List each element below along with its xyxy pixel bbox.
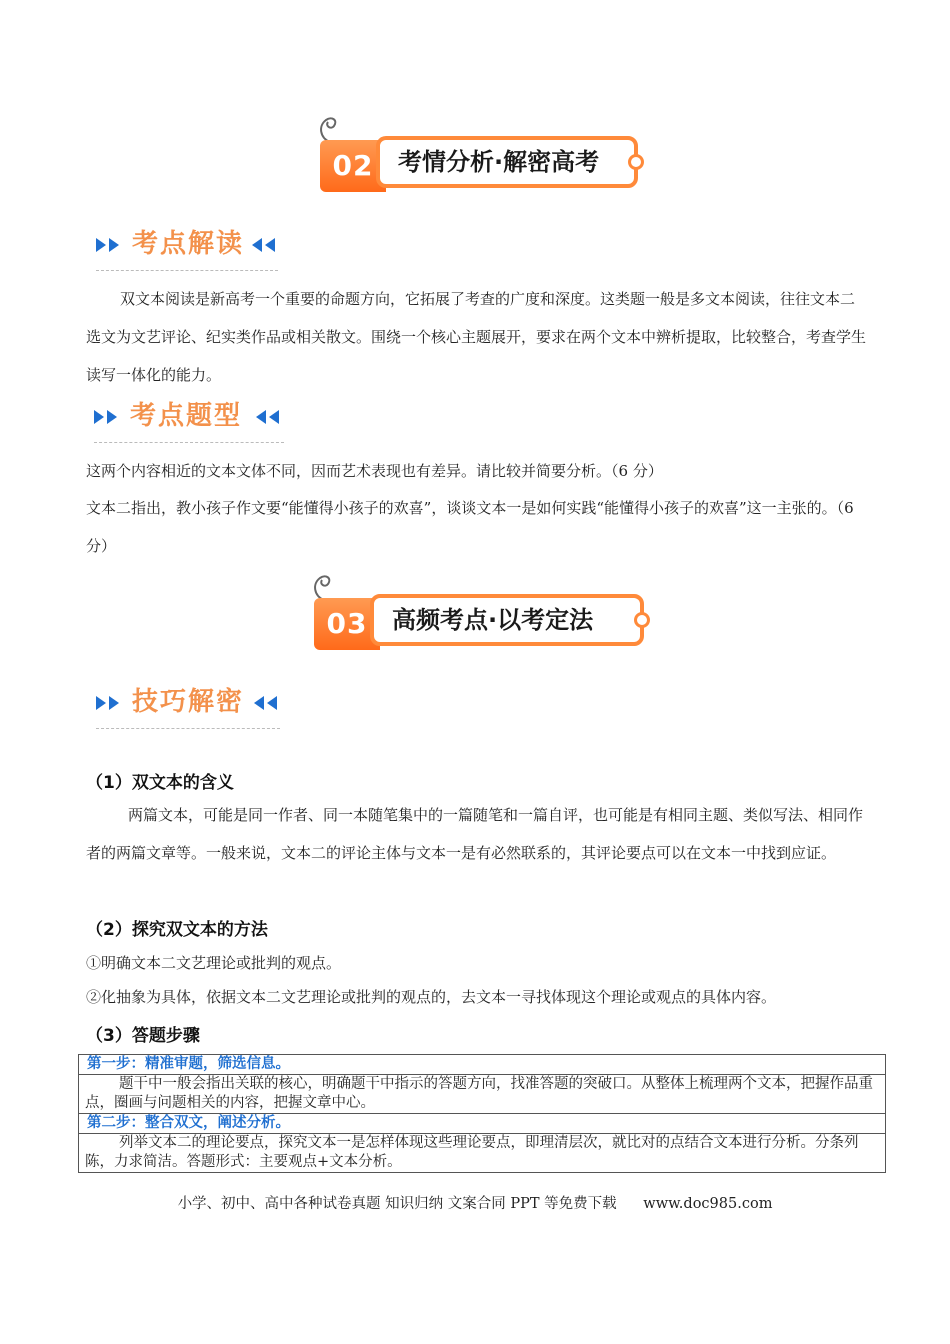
table-row <box>79 1055 886 1075</box>
double-arrow-left-icon <box>254 696 282 710</box>
subhead-dashed-line <box>96 270 278 271</box>
subsection-paragraph-1: 两篇文本，可能是同一作者、同一本随笔集中的一篇随笔和一篇自评，也可能是有相同主题、类似写法、相同作者的两篇文章等。一般来说，文本二的评论主体与文本一是有必然联系的，其评论要点可以在文本一中找到应证。 <box>86 806 864 862</box>
subhead-dashed-line <box>94 442 284 443</box>
curl-decoration-icon <box>310 568 340 602</box>
double-arrow-left-icon <box>256 410 284 424</box>
banner-number: 03 <box>314 598 380 650</box>
banner-number: 02 <box>320 140 386 192</box>
section1-paragraph: 双文本阅读是新高考一个重要的命题方向，它拓展了考查的广度和深度。这类题一般是多文本阅读，往往文本二选文为文艺评论、纪实类作品或相关散文。围绕一个核心主题展开，要求在两个文本中辨析提取，比较整合，考查学生读写一体化的能力。 <box>86 290 867 384</box>
double-arrow-right-icon <box>94 410 122 424</box>
subsection-heading-3: （3）答题步骤 <box>86 1026 200 1046</box>
footer-url[interactable]: www.doc985.com <box>643 1196 773 1212</box>
footer-text: 小学、初中、高中各种试卷真题 知识归纳 文案合同 PPT 等免费下载 <box>177 1196 617 1212</box>
double-arrow-right-icon <box>96 696 124 710</box>
subhead-label: 考点解读 <box>132 229 245 259</box>
subhead-jiqiao-jiemi <box>96 682 280 722</box>
subsection-heading-1: （1）双文本的含义 <box>86 773 234 793</box>
subhead-label: 技巧解密 <box>132 687 245 717</box>
steps-table <box>78 1054 886 1173</box>
banner-dot-icon <box>634 612 650 628</box>
subsection-heading-2: （2）探究双文本的方法 <box>86 920 268 940</box>
banner-dot-icon <box>628 154 644 170</box>
table-row <box>79 1075 886 1114</box>
question-2: 文本二指出，教小孩子作文要“能懂得小孩子的欢喜”，谈谈文本一是如何实践“能懂得小孩子的欢喜”这一主张的。（6 分） <box>86 499 854 555</box>
method-2: ②化抽象为具体，依据文本二文艺理论或批判的观点的，去文本一寻找体现这个理论或观点的具体内容。 <box>86 988 777 1006</box>
page-footer <box>0 1192 950 1213</box>
curl-decoration-icon <box>316 110 346 144</box>
double-arrow-left-icon <box>252 238 280 252</box>
table-row <box>79 1134 886 1173</box>
step-1-title: 第一步：精准审题，筛选信息。 <box>79 1055 886 1075</box>
banner-title: 高频考点·以考定法 <box>370 594 644 646</box>
subhead-kaodian-tixing <box>94 396 284 436</box>
question-1: 这两个内容相近的文本文体不同，因而艺术表现也有差异。请比较并简要分析。（6 分） <box>86 462 663 480</box>
method-1: ①明确文本二文艺理论或批判的观点。 <box>86 954 342 972</box>
step-2-body: 列举文本二的理论要点，探究文本一是怎样体现这些理论要点，即理清层次，就比对的点结合文本进行分析。分条列陈，力求简洁。答题形式：主要观点+文本分析。 <box>79 1134 886 1173</box>
section-banner-02 <box>320 134 638 192</box>
step-2-title: 第二步：整合双文，阐述分析。 <box>79 1114 886 1134</box>
subhead-dashed-line <box>96 728 280 729</box>
banner-title: 考情分析·解密高考 <box>376 136 638 188</box>
double-arrow-right-icon <box>96 238 124 252</box>
subhead-kaodian-jiedu <box>96 224 278 264</box>
step-1-body: 题干中一般会指出关联的核心，明确题干中指示的答题方向，找准答题的突破口。从整体上梳理两个文本，把握作品重点，圈画与问题相关的内容，把握文章中心。 <box>79 1075 886 1114</box>
table-row <box>79 1114 886 1134</box>
subhead-label: 考点题型 <box>130 401 243 431</box>
section-banner-03 <box>314 592 644 650</box>
